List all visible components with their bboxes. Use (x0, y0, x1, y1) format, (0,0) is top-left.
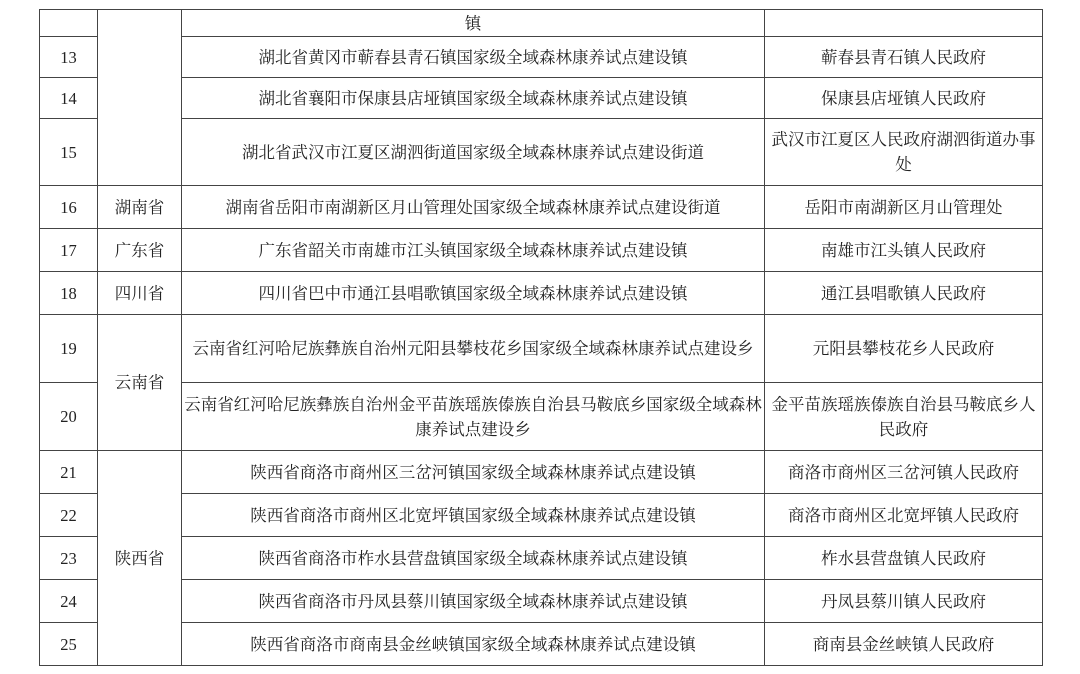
pilot-towns-table (39, 9, 1043, 666)
table-row (40, 119, 1043, 186)
table-row (40, 537, 1043, 580)
cell-name: 四川省巴中市通江县唱歌镇国家级全域森林康养试点建设镇 (182, 272, 765, 315)
cell-unit: 商洛市商州区北宽坪镇人民政府 (765, 494, 1043, 537)
cell-unit: 南雄市江头镇人民政府 (765, 229, 1043, 272)
cell-num: 17 (40, 229, 98, 272)
cell-name: 陕西省商洛市柞水县营盘镇国家级全域森林康养试点建设镇 (182, 537, 765, 580)
cell-name: 镇 (182, 10, 765, 37)
table-row (40, 10, 1043, 37)
cell-num (40, 10, 98, 37)
cell-province: 陕西省 (98, 451, 182, 666)
cell-num: 18 (40, 272, 98, 315)
cell-province (98, 10, 182, 186)
cell-name: 湖北省黄冈市蕲春县青石镇国家级全域森林康养试点建设镇 (182, 37, 765, 78)
cell-name: 湖北省襄阳市保康县店垭镇国家级全域森林康养试点建设镇 (182, 78, 765, 119)
cell-unit (765, 10, 1043, 37)
cell-num: 25 (40, 623, 98, 666)
cell-name: 陕西省商洛市商州区北宽坪镇国家级全域森林康养试点建设镇 (182, 494, 765, 537)
table-row (40, 494, 1043, 537)
table-row (40, 186, 1043, 229)
cell-province: 湖南省 (98, 186, 182, 229)
cell-unit: 金平苗族瑶族傣族自治县马鞍底乡人民政府 (765, 383, 1043, 451)
table-row (40, 229, 1043, 272)
table-row (40, 272, 1043, 315)
table-row (40, 383, 1043, 451)
cell-unit: 蕲春县青石镇人民政府 (765, 37, 1043, 78)
cell-unit: 柞水县营盘镇人民政府 (765, 537, 1043, 580)
cell-num: 23 (40, 537, 98, 580)
cell-unit: 保康县店垭镇人民政府 (765, 78, 1043, 119)
cell-name: 湖南省岳阳市南湖新区月山管理处国家级全域森林康养试点建设街道 (182, 186, 765, 229)
cell-unit: 商南县金丝峡镇人民政府 (765, 623, 1043, 666)
table-row (40, 315, 1043, 383)
cell-num: 14 (40, 78, 98, 119)
cell-name: 湖北省武汉市江夏区湖泗街道国家级全域森林康养试点建设街道 (182, 119, 765, 186)
cell-unit: 武汉市江夏区人民政府湖泗街道办事处 (765, 119, 1043, 186)
cell-name: 陕西省商洛市商南县金丝峡镇国家级全域森林康养试点建设镇 (182, 623, 765, 666)
cell-name: 陕西省商洛市商州区三岔河镇国家级全域森林康养试点建设镇 (182, 451, 765, 494)
cell-unit: 丹凤县蔡川镇人民政府 (765, 580, 1043, 623)
table-row (40, 623, 1043, 666)
cell-num: 16 (40, 186, 98, 229)
table-row (40, 37, 1043, 78)
cell-name: 陕西省商洛市丹凤县蔡川镇国家级全域森林康养试点建设镇 (182, 580, 765, 623)
cell-num: 19 (40, 315, 98, 383)
cell-unit: 商洛市商州区三岔河镇人民政府 (765, 451, 1043, 494)
cell-num: 21 (40, 451, 98, 494)
cell-num: 20 (40, 383, 98, 451)
cell-unit: 通江县唱歌镇人民政府 (765, 272, 1043, 315)
cell-name: 广东省韶关市南雄市江头镇国家级全域森林康养试点建设镇 (182, 229, 765, 272)
cell-num: 24 (40, 580, 98, 623)
cell-name: 云南省红河哈尼族彝族自治州金平苗族瑶族傣族自治县马鞍底乡国家级全域森林康养试点建设乡 (182, 383, 765, 451)
cell-province: 云南省 (98, 315, 182, 451)
cell-num: 15 (40, 119, 98, 186)
cell-province: 广东省 (98, 229, 182, 272)
table-row (40, 78, 1043, 119)
cell-unit: 元阳县攀枝花乡人民政府 (765, 315, 1043, 383)
cell-num: 13 (40, 37, 98, 78)
cell-province: 四川省 (98, 272, 182, 315)
cell-unit: 岳阳市南湖新区月山管理处 (765, 186, 1043, 229)
cell-name: 云南省红河哈尼族彝族自治州元阳县攀枝花乡国家级全域森林康养试点建设乡 (182, 315, 765, 383)
table-row (40, 580, 1043, 623)
table-row (40, 451, 1043, 494)
cell-num: 22 (40, 494, 98, 537)
